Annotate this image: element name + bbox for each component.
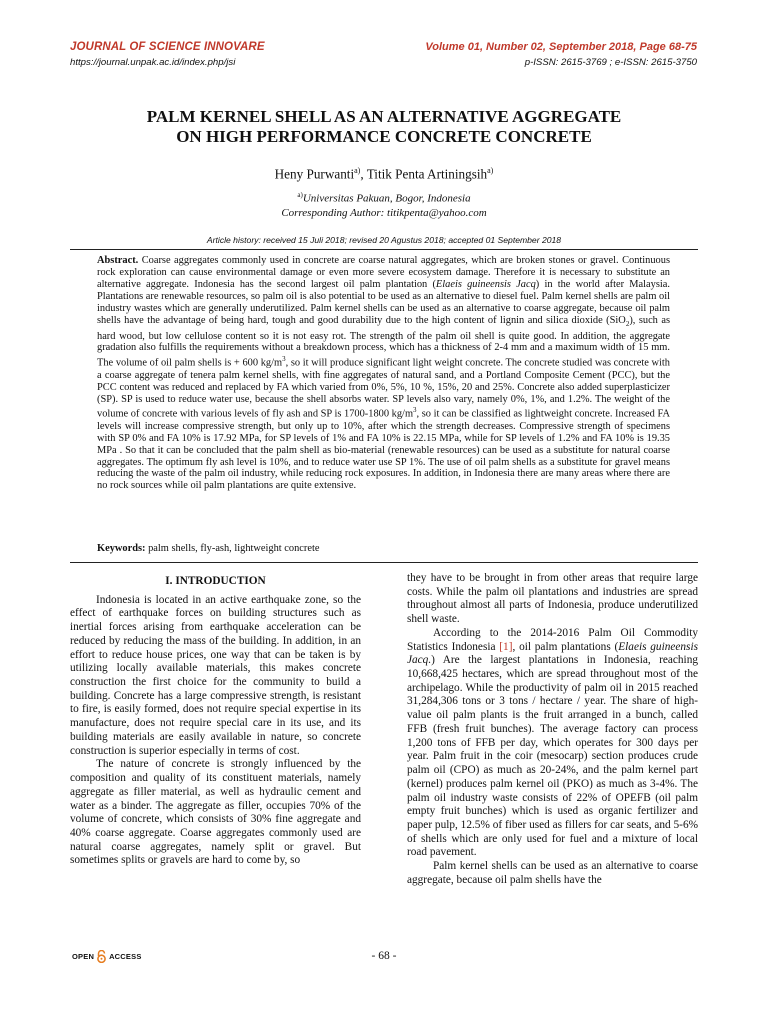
open-access-label: OPEN [72, 952, 95, 961]
author-name: Heny Purwanti [274, 166, 355, 182]
keywords-label: Keywords: [97, 543, 146, 554]
journal-header [70, 41, 265, 68]
divider [70, 562, 698, 563]
journal-name: JOURNAL OF SCIENCE INNOVARE [70, 41, 265, 53]
author-name: Titik Penta Artiningsih [366, 166, 488, 182]
reference-link[interactable]: [1] [499, 640, 513, 653]
title-line-2: ON HIGH PERFORMANCE CONCRETE CONCRETE [176, 127, 592, 146]
species-name: Elaeis guineensis Jacq. [407, 640, 698, 667]
divider [70, 249, 698, 250]
paragraph [407, 627, 698, 860]
abstract [97, 255, 670, 492]
page-number: - 68 - [371, 950, 397, 962]
paragraph-text: , oil palm plantations ( [512, 640, 619, 653]
issue-header [425, 41, 697, 68]
abstract-subscript: 2 [625, 319, 630, 328]
paragraph-text: According to the 2014-2016 Palm Oil Commodity Statistics Indonesia [407, 626, 698, 653]
open-access-label: ACCESS [109, 952, 142, 961]
paper-title [70, 107, 698, 147]
column-left [70, 572, 361, 868]
abstract-text: , so it will produce significant light weight concrete. The concrete studied was concrete with a coarse aggregate of tenera palm kernel shells, with fine aggregates of natural sand, and a Portland Composite Cement (PCC), but the PCC content was reduced and replaced by FA which varied from 0%, 5%, 10 %, 15%, 20 and 25%. Concrete also added superplasticizer (SP). SP is used to reduce water use, because the shell absorbs water. SP levels also vary, namely 0%, 1%, and 1.2%. The weight of the volume of concrete with various levels of fly ash and SP is 1700-1800 kg/m [97, 357, 670, 420]
column-right [407, 572, 698, 888]
title-line-1: PALM KERNEL SHELL AS AN ALTERNATIVE AGGREGATE [146, 107, 622, 126]
abstract-superscript: 3 [282, 355, 286, 364]
keywords-text: palm shells, fly-ash, lightweight concrete [145, 543, 320, 554]
affiliation-institution: Universitas Pakuan, Bogor, Indonesia [302, 192, 471, 205]
journal-url[interactable]: https://journal.unpak.ac.id/index.php/jsi [70, 57, 236, 68]
paragraph: Indonesia is located in an active earthquake zone, so the effect of earthquake forces on building structures such as inertial forces arising from earthquake acceleration can be reduced by reducing the mass of the building. In addition, in an effort to reduce house prices, one way that can be taken is by utilizing locally available materials, this makes concrete construction the first choice for the community to build a building. Concrete has a large compressive strength, is resistant to fire, is easily formed, does not require special expertise in its manufacture, does not require special care in its use, and its building materials are easily available in nature, so concrete construction is superior especially in terms of cost. [70, 593, 361, 757]
author-separator: , [360, 166, 367, 182]
author-list [70, 166, 698, 182]
abstract-text: ) in the world after Malaysia. Plantations are renewable resources, so palm oil is also potential to be used as an alternative to diesel fuel. Palm kernel shells are palm oil industry wastes which are generally underutilized. Palm kernel shells can be used as an alternative to coarse aggregate, because oil palm shells have the advantage of being hard, tough and good durability due to the high content of lignin and silica dioxide (SiO [97, 278, 670, 326]
paragraph: The nature of concrete is strongly influenced by the composition and quality of its constituent materials, namely aggregate as filler material, as well as hydraulic cement and water as a binder. The aggregate as filler, occupies 70% of the volume of concrete, which consists of 30% fine aggregate and 40% coarse aggregate. Coarse aggregates commonly used are natural coarse aggregates, namely split or gravel. But sometimes splits or gravels are hard to come by, so [70, 758, 361, 867]
volume-info: Volume 01, Number 02, September 2018, Page 68-75 [425, 41, 697, 53]
author-superscript: a) [354, 166, 361, 175]
abstract-text: Coarse aggregates commonly used in concrete are coarse natural aggregates, which are broken stones or gravel. Continuous rock exploration can cause environmental damage or even more severe ecosystem damage. Therefore it is necessary to substitute an alternative aggregate. Indonesia has the second largest oil palm plantation ( [97, 255, 670, 290]
abstract-text: ), such as hard wood, but low cellulose content so it is not easy rot. The strength of the palm oil shell is quite good. In addition, the aggregate gradation also fulfills the requirements without a breakdown process, which has a thickness of 2-4 mm and a maximum width of 15 mm. The volume of oil palm shells is + 600 kg/m [97, 314, 670, 369]
paragraph-text: ) Are the largest plantations in Indonesia, reaching 10,668,425 hectares, which are spread throughout most of the archipelago. While the productivity of palm oil in 2015 reached 31,284,306 tons or 3 tons / hectare / year. The share of high-value oil palm plants is the fruit arranged in a bunch, called FFB (fresh fruit bunches). The average factory can process 1,200 tons of FFB per day, which operates for 300 days per year. Palm fruit in the coir (mesocarp) section produces crude palm oil (CPO) as much as 20-24%, and the palm kernel part (kernel) produces palm kernel oil (PKO) as much as 3-4%. The palm oil industry waste consists of 22% of OPEFB (oil palm empty fruit bunches) which is used as organic fertilizer and paper pulp, 12.5% of fiber used as fillers for car seats, and 5-6% of shells which are only used for fuel and a mixture of local road pavement. [407, 654, 698, 859]
corresponding-author: Corresponding Author: titikpenta@yahoo.com [281, 206, 487, 219]
abstract-label: Abstract. [97, 255, 139, 266]
author-superscript: a) [487, 166, 494, 175]
paragraph: they have to be brought in from other areas that require large costs. While the palm oil plantations and industries are spread throughout almost all parts of Indonesia, produce underutilized shell waste. [407, 572, 698, 626]
affiliation [70, 188, 698, 220]
section-heading: I. INTRODUCTION [165, 575, 266, 587]
affiliation-superscript: a) [297, 191, 303, 199]
keywords [97, 543, 670, 554]
abstract-species: Elaeis guineensis Jacq [435, 278, 536, 290]
paragraph: Palm kernel shells can be used as an alternative to coarse aggregate, because oil palm shells have the [407, 860, 698, 886]
article-history: Article history: received 15 Juli 2018; revised 20 Agustus 2018; accepted 01 September 2018 [206, 235, 562, 245]
issn-info: p-ISSN: 2615-3769 ; e-ISSN: 2615-3750 [524, 57, 697, 68]
abstract-text: , so it can be classified as lightweight concrete. Increased FA levels will increase compressive strength, but only up to 10%, after which the strength decreases. Compressive strength of specimens with SP 0% and FA 10% is 17.92 MPa, for SP levels of 1% and FA 10% is 22.15 MPa, while for SP levels of 1.2% and FA 10% is 19.35 MPa . So that it can be concluded that the palm shell as bio-material (renewable resources) can be used as a substitute for natural coarse aggregates. The optimum fly ash level is 10%, and to reduce water use SP 1%. The use of oil palm shells as a substitute for gravel means reducing the waste of the palm oil industry, while reducing rock exposures. In addition, in Indonesia there are many areas where there are no rock sources while oil palm plantations are quite extensive. [97, 408, 670, 492]
abstract-superscript: 3 [413, 406, 417, 415]
